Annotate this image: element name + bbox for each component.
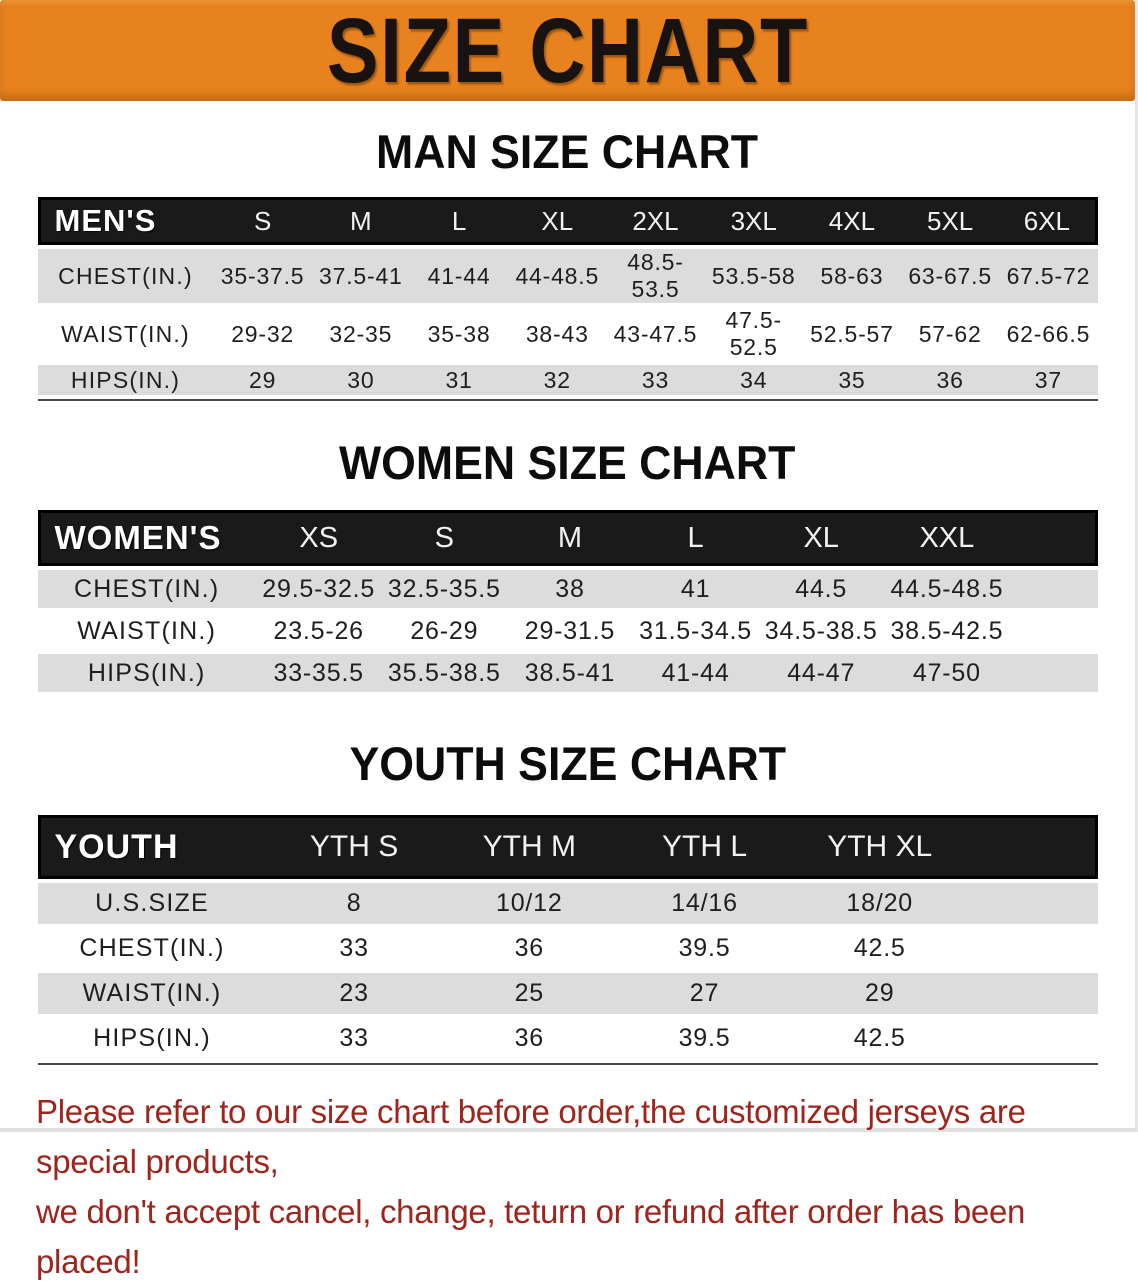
man-size-chart-heading-text: MAN SIZE CHART [376, 125, 759, 178]
size-value-cell: 32-35 [312, 307, 410, 361]
size-column-header: 3XL [705, 197, 803, 245]
table-row [38, 654, 1098, 692]
size-value-cell: 44-47 [758, 654, 884, 692]
size-value-cell: 8 [267, 883, 442, 924]
row-spacer [967, 928, 1097, 969]
size-value-cell: 67.5-72 [999, 249, 1097, 303]
women-size-table [38, 506, 1098, 696]
size-value-cell: 10/12 [442, 883, 617, 924]
size-value-cell: 29-31.5 [507, 612, 633, 650]
size-value-cell: 47-50 [884, 654, 1010, 692]
table-row [38, 973, 1098, 1014]
size-column-header: M [312, 197, 410, 245]
man-size-chart-heading [0, 124, 1135, 179]
size-value-cell: 37 [999, 365, 1097, 395]
size-column-header: M [507, 510, 633, 566]
row-spacer [967, 883, 1097, 924]
size-value-cell: 35 [803, 365, 901, 395]
table-header-row [38, 510, 1098, 566]
size-column-header: XXL [884, 510, 1010, 566]
size-value-cell: 38.5-42.5 [884, 612, 1010, 650]
banner-title: SIZE CHART [326, 0, 809, 102]
size-value-cell: 29.5-32.5 [256, 570, 382, 608]
measurement-label: WAIST(IN.) [38, 973, 267, 1014]
size-column-header: S [382, 510, 508, 566]
size-value-cell: 47.5-52.5 [705, 307, 803, 361]
table-header-row [38, 815, 1098, 879]
size-column-header: XL [758, 510, 884, 566]
size-value-cell: 39.5 [617, 928, 792, 969]
size-value-cell: 23 [267, 973, 442, 1014]
size-value-cell: 31.5-34.5 [633, 612, 759, 650]
size-value-cell: 52.5-57 [803, 307, 901, 361]
women-size-chart-heading [0, 435, 1135, 490]
size-value-cell: 37.5-41 [312, 249, 410, 303]
size-value-cell: 41-44 [410, 249, 508, 303]
size-table-grid [38, 811, 1098, 1063]
row-spacer [967, 1018, 1097, 1059]
measurement-label: WAIST(IN.) [38, 612, 256, 650]
size-column-header: YTH M [442, 815, 617, 879]
measurement-label: WAIST(IN.) [38, 307, 214, 361]
size-value-cell: 39.5 [617, 1018, 792, 1059]
table-row [38, 612, 1098, 650]
row-spacer [1010, 612, 1098, 650]
size-value-cell: 42.5 [792, 928, 967, 969]
table-group-label: MEN'S [38, 197, 214, 245]
size-value-cell: 44-48.5 [508, 249, 606, 303]
women-size-chart-heading-text: WOMEN SIZE CHART [339, 436, 796, 489]
size-value-cell: 34 [705, 365, 803, 395]
size-value-cell: 38 [507, 570, 633, 608]
size-value-cell: 32.5-35.5 [382, 570, 508, 608]
row-spacer [1010, 570, 1098, 608]
size-column-header: 6XL [999, 197, 1097, 245]
size-value-cell: 35.5-38.5 [382, 654, 508, 692]
table-row [38, 883, 1098, 924]
table-row [38, 1018, 1098, 1059]
size-table-grid [38, 506, 1098, 696]
size-value-cell: 33 [267, 1018, 442, 1059]
disclaimer-line-1: Please refer to our size chart before order,the customized jerseys are special products, [36, 1093, 1026, 1180]
size-value-cell: 25 [442, 973, 617, 1014]
size-value-cell: 41-44 [633, 654, 759, 692]
size-value-cell: 27 [617, 973, 792, 1014]
size-value-cell: 23.5-26 [256, 612, 382, 650]
size-value-cell: 33 [267, 928, 442, 969]
size-value-cell: 29-32 [214, 307, 312, 361]
measurement-label: HIPS(IN.) [38, 1018, 267, 1059]
size-column-header: YTH L [617, 815, 792, 879]
table-row [38, 249, 1098, 303]
size-value-cell: 36 [442, 1018, 617, 1059]
size-value-cell: 41 [633, 570, 759, 608]
size-column-header: L [410, 197, 508, 245]
size-value-cell: 35-38 [410, 307, 508, 361]
size-value-cell: 38.5-41 [507, 654, 633, 692]
size-value-cell: 33 [606, 365, 704, 395]
disclaimer-line-2: we don't accept cancel, change, teturn or refund after order has been placed! [36, 1193, 1026, 1280]
header-spacer [1010, 510, 1098, 566]
size-value-cell: 53.5-58 [705, 249, 803, 303]
size-value-cell: 18/20 [792, 883, 967, 924]
table-row [38, 928, 1098, 969]
size-value-cell: 42.5 [792, 1018, 967, 1059]
size-value-cell: 34.5-38.5 [758, 612, 884, 650]
size-value-cell: 58-63 [803, 249, 901, 303]
size-value-cell: 31 [410, 365, 508, 395]
table-group-label: WOMEN'S [38, 510, 256, 566]
header-spacer [967, 815, 1097, 879]
size-column-header: 2XL [606, 197, 704, 245]
row-spacer [967, 973, 1097, 1014]
table-header-row [38, 197, 1098, 245]
table-row [38, 570, 1098, 608]
row-spacer [1010, 654, 1098, 692]
size-value-cell: 63-67.5 [901, 249, 999, 303]
youth-size-chart-heading-text: YOUTH SIZE CHART [349, 737, 786, 790]
size-value-cell: 38-43 [508, 307, 606, 361]
measurement-label: CHEST(IN.) [38, 928, 267, 969]
measurement-label: U.S.SIZE [38, 883, 267, 924]
size-value-cell: 57-62 [901, 307, 999, 361]
size-column-header: 5XL [901, 197, 999, 245]
size-column-header: YTH S [267, 815, 442, 879]
table-row [38, 307, 1098, 361]
youth-size-table [38, 811, 1098, 1065]
disclaimer-text [0, 1087, 1135, 1287]
size-column-header: S [214, 197, 312, 245]
size-value-cell: 30 [312, 365, 410, 395]
size-value-cell: 43-47.5 [606, 307, 704, 361]
size-value-cell: 14/16 [617, 883, 792, 924]
size-value-cell: 48.5-53.5 [606, 249, 704, 303]
size-value-cell: 62-66.5 [999, 307, 1097, 361]
size-column-header: YTH XL [792, 815, 967, 879]
measurement-label: HIPS(IN.) [38, 365, 214, 395]
size-column-header: L [633, 510, 759, 566]
measurement-label: CHEST(IN.) [38, 249, 214, 303]
size-value-cell: 44.5 [758, 570, 884, 608]
size-chart-banner [0, 0, 1135, 101]
size-value-cell: 36 [901, 365, 999, 395]
table-row [38, 365, 1098, 395]
size-column-header: XS [256, 510, 382, 566]
size-value-cell: 29 [792, 973, 967, 1014]
size-value-cell: 44.5-48.5 [884, 570, 1010, 608]
size-table-grid [38, 193, 1098, 399]
measurement-label: HIPS(IN.) [38, 654, 256, 692]
table-group-label: YOUTH [38, 815, 267, 879]
size-value-cell: 29 [214, 365, 312, 395]
size-value-cell: 32 [508, 365, 606, 395]
size-value-cell: 36 [442, 928, 617, 969]
size-column-header: 4XL [803, 197, 901, 245]
youth-size-chart-heading [0, 736, 1135, 791]
size-column-header: XL [508, 197, 606, 245]
size-value-cell: 33-35.5 [256, 654, 382, 692]
men-size-table [38, 193, 1098, 401]
size-value-cell: 26-29 [382, 612, 508, 650]
size-value-cell: 35-37.5 [214, 249, 312, 303]
measurement-label: CHEST(IN.) [38, 570, 256, 608]
